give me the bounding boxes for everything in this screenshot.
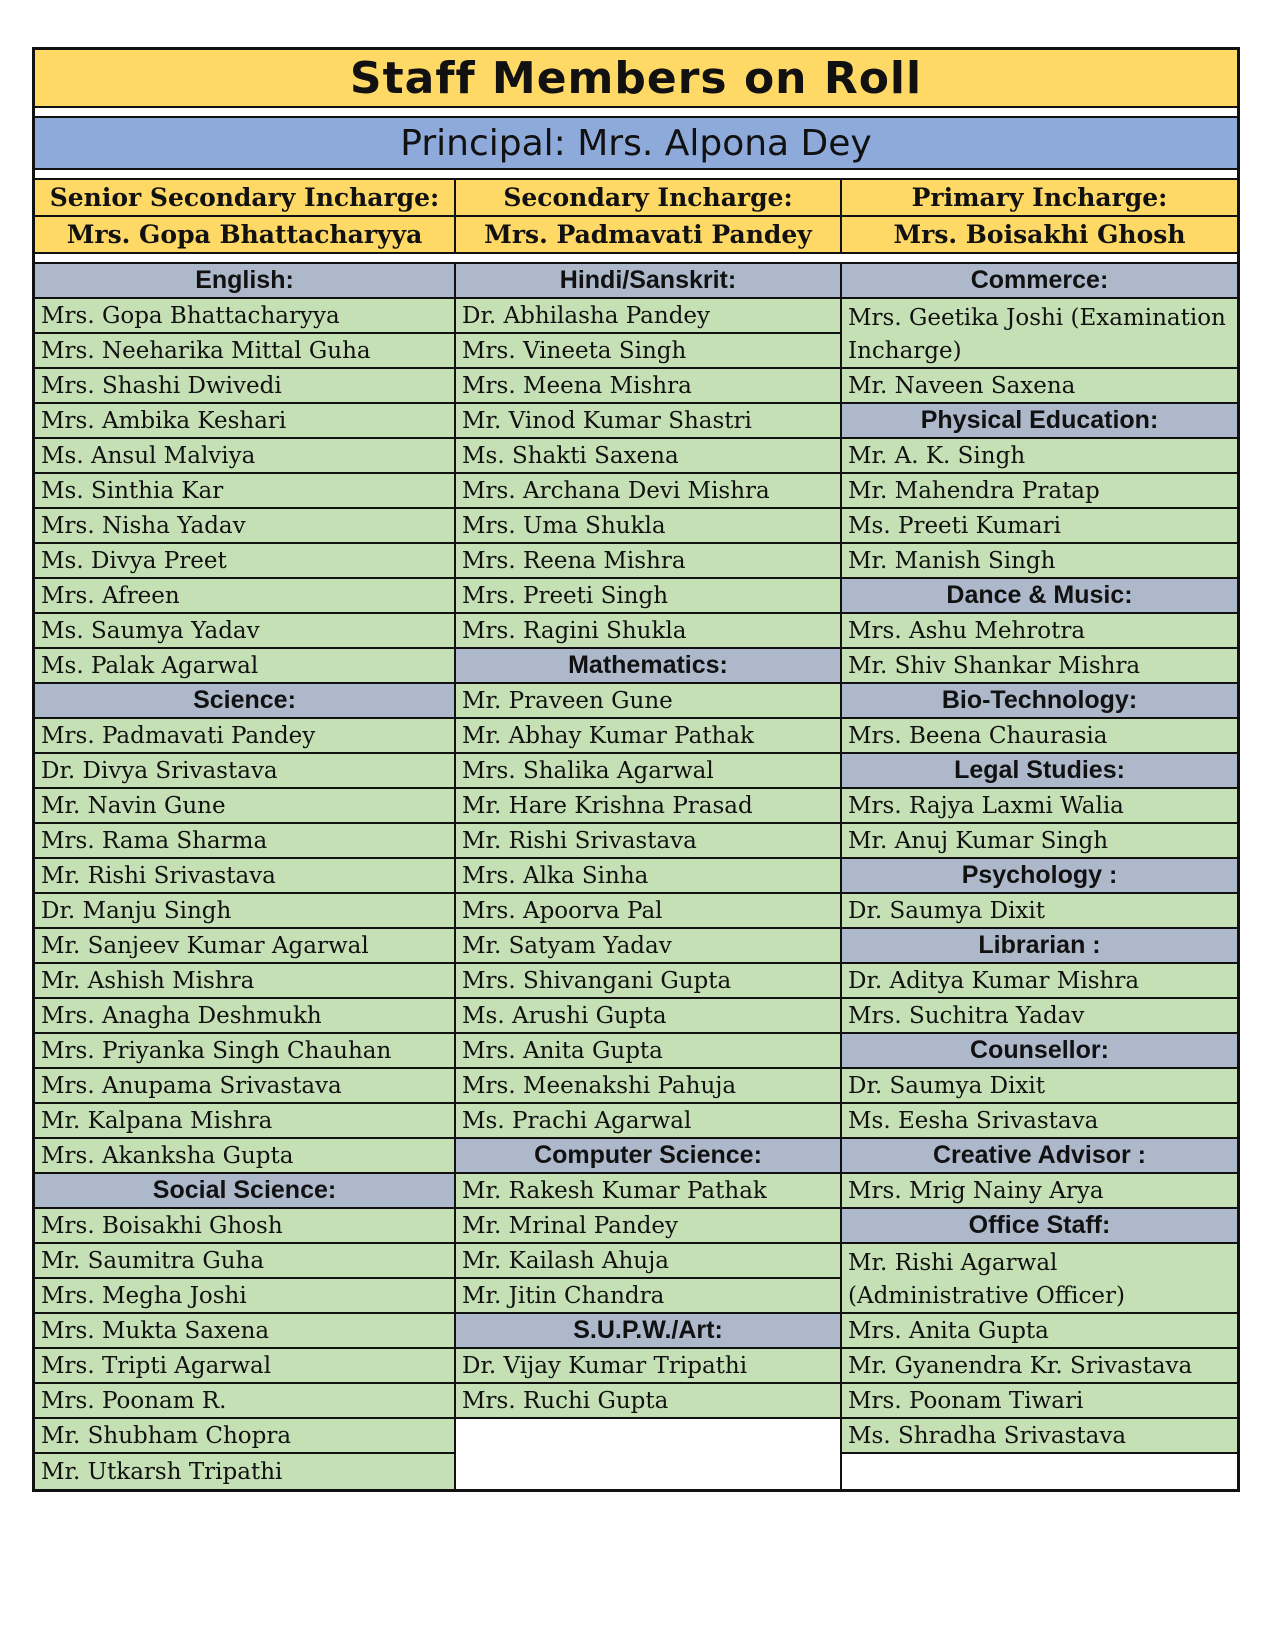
staff-roster-sheet [32,47,1240,1492]
staff-member: Mrs. Poonam R. [35,1384,454,1419]
staff-member: Mrs. Ragini Shukla [456,614,840,649]
staff-member: Mrs. Tripti Agarwal [35,1349,454,1384]
staff-member: Mrs. Ruchi Gupta [456,1384,840,1419]
section-heading: Computer Science: [456,1139,840,1174]
staff-member: Mr. Shubham Chopra [35,1419,454,1454]
section-heading: Physical Education: [842,404,1237,439]
section-heading: S.U.P.W./Art: [456,1314,840,1349]
staff-member: Mrs. Mrig Nainy Arya [842,1174,1237,1209]
staff-member: Mr. Satyam Yadav [456,929,840,964]
empty-cell [456,1419,840,1489]
staff-member: Mr. A. K. Singh [842,439,1237,474]
staff-member: Mr. Anuj Kumar Singh [842,824,1237,859]
staff-member: Mrs. Padmavati Pandey [35,719,454,754]
staff-member: Mrs. Mukta Saxena [35,1314,454,1349]
staff-member: Mrs. Afreen [35,579,454,614]
section-heading: English: [35,264,454,299]
section-heading: Hindi/Sanskrit: [456,264,840,299]
staff-member: Mrs. Vineeta Singh [456,334,840,369]
staff-member: Mrs. Boisakhi Ghosh [35,1209,454,1244]
staff-member: Mr. Vinod Kumar Shastri [456,404,840,439]
staff-member: Mr. Ashish Mishra [35,964,454,999]
staff-member: Mrs. Shivangani Gupta [456,964,840,999]
staff-member: Mr. Mrinal Pandey [456,1209,840,1244]
staff-member: Mrs. Preeti Singh [456,579,840,614]
staff-member: Mr. Rishi Srivastava [35,859,454,894]
staff-member: Ms. Ansul Malviya [35,439,454,474]
staff-member: Dr. Saumya Dixit [842,1069,1237,1104]
incharge-secondary [456,180,842,252]
staff-member: Mrs. Apoorva Pal [456,894,840,929]
department-column-middle [456,264,842,1489]
staff-member: Dr. Vijay Kumar Tripathi [456,1349,840,1384]
section-heading: Bio-Technology: [842,684,1237,719]
staff-member: Dr. Aditya Kumar Mishra [842,964,1237,999]
incharge-name: Mrs. Boisakhi Ghosh [893,220,1186,249]
staff-member: Mrs. Beena Chaurasia [842,719,1237,754]
incharge-row [35,180,1237,254]
section-heading: Office Staff: [842,1209,1237,1244]
section-heading: Librarian : [842,929,1237,964]
staff-member: Ms. Shakti Saxena [456,439,840,474]
staff-member: Mrs. Uma Shukla [456,509,840,544]
staff-member: Mr. Rishi Agarwal (Administrative Officer) [842,1244,1237,1314]
spacer-row [35,108,1237,118]
incharge-primary [842,180,1237,252]
staff-member: Mr. Utkarsh Tripathi [35,1454,454,1489]
incharge-role: Secondary Incharge: [456,180,840,217]
staff-member: Mrs. Poonam Tiwari [842,1384,1237,1419]
section-heading: Legal Studies: [842,754,1237,789]
staff-member: Mr. Manish Singh [842,544,1237,579]
empty-cell [842,1454,1237,1489]
staff-member: Dr. Manju Singh [35,894,454,929]
principal-banner: Principal: Mrs. Alpona Dey [35,118,1237,170]
section-heading: Science: [35,684,454,719]
incharge-name: Mrs. Padmavati Pandey [484,220,812,249]
incharge-senior-secondary [35,180,456,252]
staff-member: Mrs. Geetika Joshi (Examination Incharge) [842,299,1237,369]
staff-member: Mrs. Rama Sharma [35,824,454,859]
staff-member: Mrs. Anita Gupta [456,1034,840,1069]
staff-member: Mr. Rishi Srivastava [456,824,840,859]
staff-member: Mrs. Reena Mishra [456,544,840,579]
staff-member: Mr. Kailash Ahuja [456,1244,840,1279]
staff-member: Mrs. Anagha Deshmukh [35,999,454,1034]
staff-member: Ms. Preeti Kumari [842,509,1237,544]
staff-member: Mrs. Archana Devi Mishra [456,474,840,509]
staff-member: Ms. Sinthia Kar [35,474,454,509]
incharge-role: Primary Incharge: [842,180,1237,217]
staff-member: Dr. Divya Srivastava [35,754,454,789]
staff-member: Mr. Shiv Shankar Mishra [842,649,1237,684]
section-heading: Counsellor: [842,1034,1237,1069]
staff-member: Mrs. Anupama Srivastava [35,1069,454,1104]
staff-member: Ms. Divya Preet [35,544,454,579]
staff-member: Mrs. Neeharika Mittal Guha [35,334,454,369]
staff-member: Mrs. Anita Gupta [842,1314,1237,1349]
staff-member: Ms. Palak Agarwal [35,649,454,684]
spacer-row [35,254,1237,264]
section-heading: Commerce: [842,264,1237,299]
staff-member: Mr. Abhay Kumar Pathak [456,719,840,754]
staff-member: Mr. Hare Krishna Prasad [456,789,840,824]
staff-member: Mr. Saumitra Guha [35,1244,454,1279]
staff-member: Mr. Naveen Saxena [842,369,1237,404]
staff-member: Dr. Abhilasha Pandey [456,299,840,334]
spacer-row [35,170,1237,180]
staff-member: Mrs. Ashu Mehrotra [842,614,1237,649]
staff-member: Mrs. Meena Mishra [456,369,840,404]
section-heading: Psychology : [842,859,1237,894]
staff-member: Ms. Shradha Srivastava [842,1419,1237,1454]
staff-member: Mrs. Meenakshi Pahuja [456,1069,840,1104]
staff-member: Mr. Jitin Chandra [456,1279,840,1314]
staff-member: Mr. Gyanendra Kr. Srivastava [842,1349,1237,1384]
staff-member: Mrs. Gopa Bhattacharyya [35,299,454,334]
staff-member: Mr. Mahendra Pratap [842,474,1237,509]
department-columns [35,264,1237,1489]
staff-member: Mrs. Ambika Keshari [35,404,454,439]
department-column-right [842,264,1237,1489]
page-title: Staff Members on Roll [35,50,1237,108]
staff-member: Mr. Rakesh Kumar Pathak [456,1174,840,1209]
staff-member: Mrs. Shashi Dwivedi [35,369,454,404]
staff-member: Dr. Saumya Dixit [842,894,1237,929]
section-heading: Creative Advisor : [842,1139,1237,1174]
incharge-name: Mrs. Gopa Bhattacharyya [66,220,423,249]
staff-member: Mrs. Rajya Laxmi Walia [842,789,1237,824]
staff-member: Mrs. Shalika Agarwal [456,754,840,789]
staff-member: Mrs. Nisha Yadav [35,509,454,544]
staff-member: Ms. Saumya Yadav [35,614,454,649]
staff-member: Ms. Prachi Agarwal [456,1104,840,1139]
staff-member: Ms. Eesha Srivastava [842,1104,1237,1139]
incharge-role: Senior Secondary Incharge: [35,180,454,217]
section-heading: Dance & Music: [842,579,1237,614]
staff-member: Mrs. Akanksha Gupta [35,1139,454,1174]
staff-member: Mrs. Alka Sinha [456,859,840,894]
staff-member: Mr. Navin Gune [35,789,454,824]
staff-member: Mr. Sanjeev Kumar Agarwal [35,929,454,964]
staff-member: Mr. Praveen Gune [456,684,840,719]
staff-member: Mrs. Suchitra Yadav [842,999,1237,1034]
staff-member: Mr. Kalpana Mishra [35,1104,454,1139]
section-heading: Social Science: [35,1174,454,1209]
staff-member: Ms. Arushi Gupta [456,999,840,1034]
section-heading: Mathematics: [456,649,840,684]
department-column-left [35,264,456,1489]
staff-member: Mrs. Megha Joshi [35,1279,454,1314]
staff-member: Mrs. Priyanka Singh Chauhan [35,1034,454,1069]
